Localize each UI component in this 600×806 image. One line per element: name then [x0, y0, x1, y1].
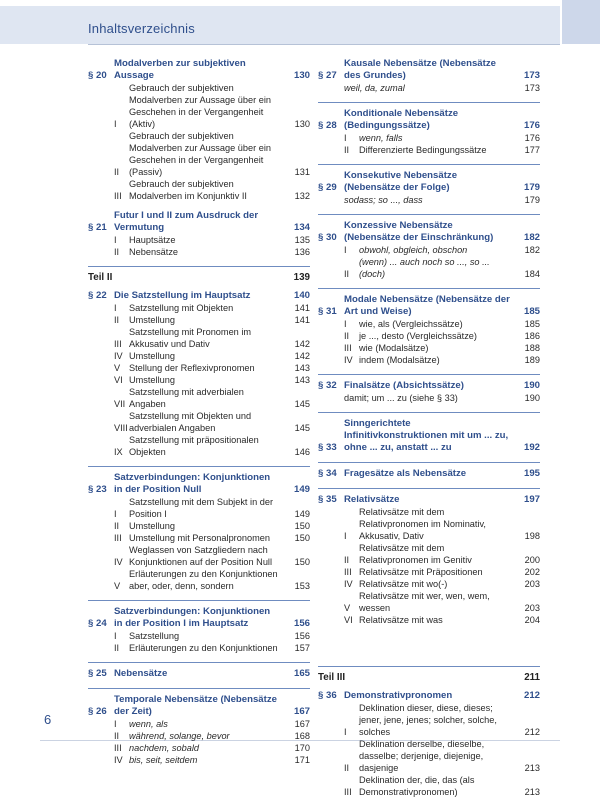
entry-number: IV: [114, 351, 123, 361]
section-title: Temporale Nebensätze (Nebensätze der Zeit): [114, 694, 277, 717]
toc-section[interactable]: [318, 288, 540, 366]
part-title: Teil III: [318, 672, 346, 683]
section-page: 197: [523, 494, 540, 505]
section-number: § 26: [88, 706, 107, 717]
section-heading: [318, 468, 540, 480]
toc-entry[interactable]: [88, 314, 310, 326]
section-heading: [318, 418, 540, 454]
entry-number: VI: [344, 615, 353, 625]
entry-page: 153: [294, 581, 310, 591]
toc-entry[interactable]: [88, 246, 310, 258]
section-title: Fragesätze als Nebensätze: [344, 468, 467, 479]
section-page: 192: [523, 442, 540, 453]
entry-title: nachdem, sobald: [129, 743, 199, 753]
entry-number: VI: [114, 375, 123, 385]
section-number: § 31: [318, 306, 337, 317]
entry-number: I: [114, 119, 117, 129]
entry-title: Relativsätze mit dem Relativpronomen im Genitiv: [359, 543, 472, 565]
toc-entry[interactable]: [88, 130, 310, 178]
entry-page: 141: [294, 315, 310, 325]
entry-page: 204: [524, 615, 540, 625]
entry-page: 149: [294, 509, 310, 519]
entry-page: 185: [524, 319, 540, 329]
entry-page: 141: [294, 303, 310, 313]
section-number: § 25: [88, 668, 107, 679]
entry-page: 186: [524, 331, 540, 341]
section-page: 167: [293, 706, 310, 717]
entry-number: III: [114, 339, 122, 349]
entry-number: II: [114, 247, 120, 257]
toc-section[interactable]: [318, 58, 540, 94]
toc-section[interactable]: [318, 214, 540, 280]
entry-title: Relativsätze mit wer, wen, wem, wessen: [359, 591, 490, 613]
entry-page: 189: [524, 355, 540, 365]
entry-page: 156: [294, 631, 310, 641]
part-heading: [88, 266, 310, 284]
toc-section[interactable]: [88, 662, 310, 680]
section-heading: [318, 380, 540, 392]
entry-title: wenn, als: [129, 719, 168, 729]
entry-page: 176: [524, 133, 540, 143]
page-header: [0, 0, 600, 44]
entry-title: Gebrauch der subjektiven Modalverben zur Aussage über ein Geschehen in der Vergangenheit (Passiv): [129, 131, 271, 177]
toc-entry[interactable]: [318, 506, 540, 542]
section-heading: [318, 494, 540, 506]
section-number: § 33: [318, 442, 337, 453]
toc-entry[interactable]: [88, 374, 310, 386]
section-number: § 35: [318, 494, 337, 505]
entry-number: V: [114, 581, 121, 591]
toc-entry[interactable]: [88, 302, 310, 314]
entry-number: V: [114, 363, 121, 373]
section-title: Konditionale Nebensätze (Bedingungssätze): [344, 108, 459, 131]
section-title: Finalsätze (Absichtssätze): [344, 380, 464, 391]
toc-entry[interactable]: [318, 702, 540, 738]
entry-title: obwohl, obgleich, obschon: [359, 245, 468, 255]
entry-title: je ..., desto (Vergleichssätze): [359, 331, 477, 341]
toc-entry[interactable]: [88, 234, 310, 246]
entry-page: 171: [294, 755, 310, 765]
entry-title: Satzstellung mit adverbialen Angaben: [129, 387, 244, 409]
section-title: Konzessive Nebensätze (Nebensätze der Einschränkung): [344, 220, 494, 243]
entry-page: 150: [294, 557, 310, 567]
entry-page: 130: [294, 119, 310, 129]
entry-title: Umstellung: [129, 351, 175, 361]
entry-title: Weglassen von Satzgliedern nach Konjunktionen auf der Position Null: [129, 545, 273, 567]
entry-page: 198: [524, 531, 540, 541]
toc-entry[interactable]: [88, 350, 310, 362]
entry-number: III: [114, 743, 122, 753]
entry-title: Erläuterungen zu den Konjunktionen: [129, 643, 278, 653]
toc-entry[interactable]: [88, 742, 310, 754]
entry-title: Satzstellung mit präpositionalen Objekten: [129, 435, 259, 457]
toc-entry[interactable]: [318, 542, 540, 566]
toc-section[interactable]: [88, 466, 310, 592]
entry-title: Satzstellung mit Pronomen im Akkusativ und Dativ: [129, 327, 252, 349]
entry-title: Deklination dieser, diese, dieses; jener, jene, jenes; solcher, solche, solches: [359, 703, 497, 737]
entry-page: 143: [294, 375, 310, 385]
section-heading: [318, 690, 540, 702]
toc-entry[interactable]: [88, 386, 310, 410]
entry-number: II: [344, 269, 350, 279]
entry-title: Satzstellung mit Objekten und adverbialen Angaben: [129, 411, 252, 433]
entry-title: Stellung der Reflexivpronomen: [129, 363, 255, 373]
section-heading: [88, 58, 310, 82]
section-number: § 24: [88, 618, 107, 629]
entry-page: 146: [294, 447, 310, 457]
entry-page: 190: [524, 393, 540, 403]
entry-title: wenn, falls: [359, 133, 403, 143]
toc-entry[interactable]: [88, 568, 310, 592]
toc-entry[interactable]: [88, 362, 310, 374]
entry-number: II: [114, 731, 120, 741]
section-heading: [318, 220, 540, 244]
section-heading: [88, 668, 310, 680]
entry-title: Deklination der, die, das (als Demonstrativpronomen): [359, 775, 475, 797]
section-number: § 20: [88, 70, 107, 81]
section-number: § 23: [88, 484, 107, 495]
entry-number: III: [344, 787, 352, 797]
section-number: § 21: [88, 222, 107, 233]
toc-entry[interactable]: [318, 566, 540, 578]
toc-entry[interactable]: [318, 82, 540, 94]
toc-entry[interactable]: [88, 82, 310, 130]
entry-title: indem (Modalsätze): [359, 355, 440, 365]
toc-entry[interactable]: [88, 718, 310, 730]
entry-number: VII: [114, 399, 126, 409]
toc-entry[interactable]: [318, 318, 540, 330]
entry-page: 142: [294, 339, 310, 349]
toc-entry[interactable]: [88, 544, 310, 568]
toc-entry[interactable]: [318, 144, 540, 156]
spacer: [318, 634, 540, 660]
toc-entry[interactable]: [88, 496, 310, 520]
entry-title: Gebrauch der subjektiven Modalverben im Konjunktiv II: [129, 179, 247, 201]
entry-title: (wenn) ... auch noch so ..., so ... (doch): [359, 257, 490, 279]
header-band: [0, 6, 560, 44]
entry-title: wie (Modalsätze): [359, 343, 429, 353]
entry-number: II: [344, 331, 350, 341]
entry-page: 150: [294, 521, 310, 531]
entry-number: I: [344, 531, 347, 541]
toc-section[interactable]: [88, 210, 310, 258]
entry-page: 177: [524, 145, 540, 155]
entry-page: 168: [294, 731, 310, 741]
entry-title: während, solange, bevor: [129, 731, 230, 741]
entry-number: III: [344, 567, 352, 577]
toc-entry[interactable]: [88, 520, 310, 532]
toc-section[interactable]: [318, 374, 540, 404]
entry-number: II: [344, 145, 350, 155]
entry-number: II: [114, 167, 120, 177]
section-number: § 30: [318, 232, 337, 243]
section-title: Modale Nebensätze (Nebensätze der Art und Weise): [344, 294, 510, 317]
entry-title: Hauptsätze: [129, 235, 176, 245]
entry-title: Satzstellung mit dem Subjekt in der Position I: [129, 497, 274, 519]
entry-page: 173: [524, 83, 540, 93]
section-title: Satzverbindungen: Konjunktionen in der Position I im Hauptsatz: [114, 606, 271, 629]
section-page: 182: [523, 232, 540, 243]
entry-page: 132: [294, 191, 310, 201]
section-heading: [88, 290, 310, 302]
entry-number: I: [114, 719, 117, 729]
section-page: 179: [523, 182, 540, 193]
section-title: Konsekutive Nebensätze (Nebensätze der Folge): [344, 170, 458, 193]
entry-title: weil, da, zumal: [344, 83, 405, 93]
section-title: Demonstrativpronomen: [344, 690, 453, 701]
section-heading: [318, 108, 540, 132]
toc-entry[interactable]: [318, 738, 540, 774]
toc-entry[interactable]: [318, 590, 540, 614]
toc-section[interactable]: [88, 58, 310, 202]
section-title: Die Satzstellung im Hauptsatz: [114, 290, 251, 301]
entry-number: II: [114, 315, 120, 325]
entry-number: I: [344, 133, 347, 143]
entry-page: 202: [524, 567, 540, 577]
entry-title: Umstellung mit Personalpronomen: [129, 533, 270, 543]
entry-number: I: [344, 245, 347, 255]
entry-page: 143: [294, 363, 310, 373]
part-page: 211: [524, 672, 540, 683]
entry-page: 213: [524, 763, 540, 773]
entry-page: 170: [294, 743, 310, 753]
entry-page: 150: [294, 533, 310, 543]
toc-section[interactable]: [88, 290, 310, 458]
bottom-rule: [40, 740, 560, 741]
section-number: § 34: [318, 468, 337, 479]
section-title: Satzverbindungen: Konjunktionen in der Position Null: [114, 472, 271, 495]
header-divider: [88, 44, 560, 45]
entry-number: I: [114, 509, 117, 519]
toc-entry[interactable]: [318, 132, 540, 144]
entry-number: I: [344, 727, 347, 737]
entry-title: Umstellung: [129, 315, 175, 325]
section-page: 195: [523, 468, 540, 479]
entry-number: IX: [114, 447, 123, 457]
entry-page: 188: [524, 343, 540, 353]
entry-title: Relativsätze mit Präpositionen: [359, 567, 483, 577]
entry-title: Gebrauch der subjektiven Modalverben zur Aussage über ein Geschehen in der Vergangenheit (Aktiv): [129, 83, 271, 129]
entry-page: 167: [294, 719, 310, 729]
section-page: 185: [523, 306, 540, 317]
entry-title: Relativsätze mit wo(-): [359, 579, 448, 589]
toc-entry[interactable]: [318, 244, 540, 256]
section-number: § 27: [318, 70, 337, 81]
toc-entry[interactable]: [88, 642, 310, 654]
entry-number: IV: [344, 579, 353, 589]
entry-title: Deklination derselbe, dieselbe, dasselbe; derjenige, diejenige, dasjenige: [359, 739, 485, 773]
toc-section[interactable]: [318, 412, 540, 454]
section-page: 165: [293, 668, 310, 679]
section-page: 130: [293, 70, 310, 81]
section-heading: [318, 294, 540, 318]
entry-page: 135: [294, 235, 310, 245]
section-title: Nebensätze: [114, 668, 168, 679]
section-number: § 32: [318, 380, 337, 391]
entry-page: 212: [524, 727, 540, 737]
section-page: 156: [293, 618, 310, 629]
entry-number: IV: [114, 755, 123, 765]
entry-title: Satzstellung mit Objekten: [129, 303, 234, 313]
entry-title: Umstellung: [129, 375, 175, 385]
section-page: 149: [293, 484, 310, 495]
entry-page: 131: [294, 167, 310, 177]
entry-number: I: [114, 235, 117, 245]
section-page: 212: [523, 690, 540, 701]
part-title: Teil II: [88, 272, 113, 283]
entry-page: 184: [524, 269, 540, 279]
section-number: § 28: [318, 120, 337, 131]
entry-title: sodass; so ..., dass: [344, 195, 423, 205]
entry-number: III: [344, 343, 352, 353]
toc-entry[interactable]: [318, 194, 540, 206]
section-heading: [88, 606, 310, 630]
entry-number: IV: [114, 557, 123, 567]
toc-entry[interactable]: [88, 630, 310, 642]
entry-page: 179: [524, 195, 540, 205]
section-title: Relativsätze: [344, 494, 400, 505]
entry-page: 136: [294, 247, 310, 257]
entry-page: 203: [524, 603, 540, 613]
entry-title: bis, seit, seitdem: [129, 755, 198, 765]
toc-entry[interactable]: [318, 578, 540, 590]
toc-entry[interactable]: [318, 614, 540, 626]
entry-page: 157: [294, 643, 310, 653]
section-heading: [318, 58, 540, 82]
page-title: Inhaltsverzeichnis: [88, 21, 195, 36]
section-heading: [318, 170, 540, 194]
entry-title: damit; um ... zu (siehe § 33): [344, 393, 458, 403]
section-title: Futur I und II zum Ausdruck der Vermutung: [114, 210, 259, 233]
entry-page: 145: [294, 423, 310, 433]
entry-number: V: [344, 603, 351, 613]
toc-entry[interactable]: [318, 392, 540, 404]
section-heading: [88, 694, 310, 718]
entry-number: II: [114, 521, 120, 531]
part-page: 139: [293, 272, 310, 283]
entry-page: 182: [524, 245, 540, 255]
toc-entry[interactable]: [88, 754, 310, 766]
toc-section[interactable]: [318, 488, 540, 626]
toc-entry[interactable]: [88, 326, 310, 350]
entry-number: IV: [344, 355, 353, 365]
entry-number: III: [114, 191, 122, 201]
section-heading: [88, 210, 310, 234]
entry-title: Relativsätze mit dem Relativpronomen im Nominativ, Akkusativ, Dativ: [359, 507, 486, 541]
entry-title: Nebensätze: [129, 247, 179, 257]
section-page: 173: [523, 70, 540, 81]
entry-number: III: [114, 533, 122, 543]
toc-section[interactable]: [318, 690, 540, 798]
entry-number: II: [344, 555, 350, 565]
entry-title: Differenzierte Bedingungssätze: [359, 145, 487, 155]
entry-title: Satzstellung: [129, 631, 180, 641]
section-title: Kausale Nebensätze (Nebensätze des Grundes): [344, 58, 496, 81]
entry-number: I: [114, 303, 117, 313]
part-heading: [318, 666, 540, 684]
toc-entry[interactable]: [318, 330, 540, 342]
page-number: 6: [44, 712, 52, 727]
entry-page: 142: [294, 351, 310, 361]
toc-section[interactable]: [88, 600, 310, 654]
section-title: Sinngerichtete Infinitivkonstruktionen mit um ... zu, ohne ... zu, anstatt ... zu: [344, 418, 509, 453]
toc-entry[interactable]: [88, 410, 310, 434]
section-number: § 36: [318, 690, 337, 701]
toc-column-right: [318, 58, 540, 806]
entry-number: VIII: [114, 423, 128, 433]
section-page: 176: [523, 120, 540, 131]
toc-section[interactable]: [318, 102, 540, 156]
entry-number: II: [344, 763, 350, 773]
toc-entry[interactable]: [88, 434, 310, 458]
toc-entry[interactable]: [88, 532, 310, 544]
section-number: § 22: [88, 290, 107, 301]
section-number: § 29: [318, 182, 337, 193]
toc-section[interactable]: [318, 164, 540, 206]
entry-title: Relativsätze mit was: [359, 615, 443, 625]
entry-title: wie, als (Vergleichssätze): [359, 319, 463, 329]
header-corner-block: [562, 0, 600, 44]
entry-number: I: [114, 631, 117, 641]
toc-entry[interactable]: [318, 774, 540, 798]
section-heading: [88, 472, 310, 496]
entry-number: II: [114, 643, 120, 653]
toc-section[interactable]: [318, 462, 540, 480]
toc-entry[interactable]: [318, 342, 540, 354]
entry-number: I: [344, 319, 347, 329]
toc-entry[interactable]: [318, 354, 540, 366]
section-page: 134: [293, 222, 310, 233]
entry-page: 203: [524, 579, 540, 589]
toc-entry[interactable]: [318, 256, 540, 280]
section-title: Modalverben zur subjektiven Aussage: [114, 58, 246, 81]
toc-entry[interactable]: [88, 178, 310, 202]
entry-page: 200: [524, 555, 540, 565]
section-page: 140: [293, 290, 310, 301]
toc-column-left: [88, 58, 310, 774]
toc-section[interactable]: [88, 688, 310, 766]
entry-title: Umstellung: [129, 521, 175, 531]
entry-title: Erläuterungen zu den Konjunktionen aber, oder, denn, sondern: [129, 569, 278, 591]
entry-page: 145: [294, 399, 310, 409]
section-page: 190: [523, 380, 540, 391]
entry-page: 213: [524, 787, 540, 797]
